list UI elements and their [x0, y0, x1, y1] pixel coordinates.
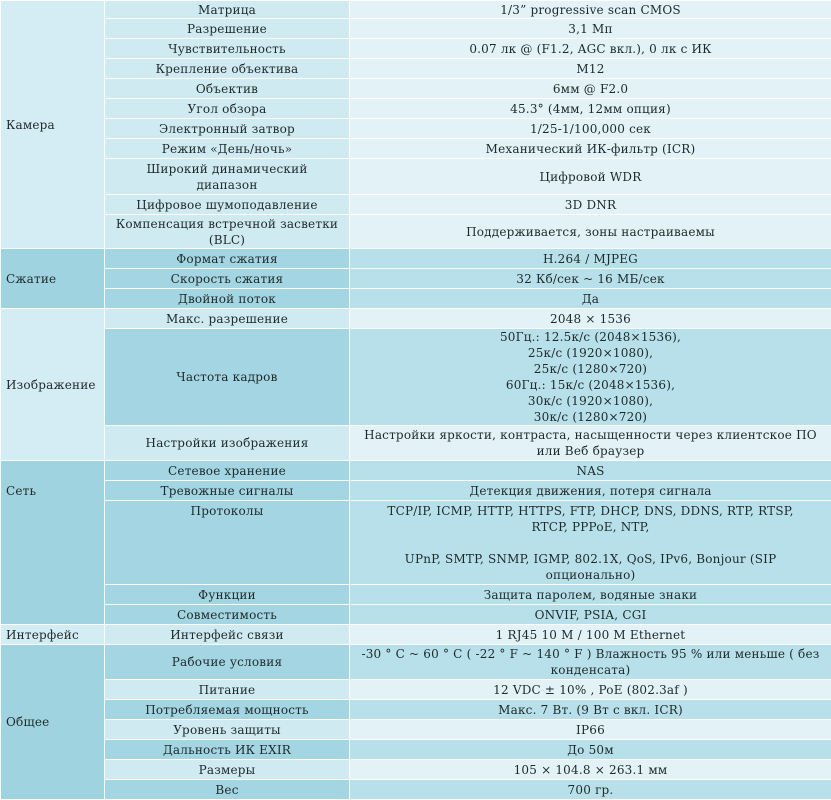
table-row [1, 269, 831, 289]
param-value-line: -30 ° C ~ 60 ° C ( -22 ° F ~ 140 ° F ) Влажность 95 % или меньше ( без [354, 646, 827, 662]
table-row [1, 215, 831, 249]
param-value [350, 426, 831, 461]
param-label: Уровень защиты [105, 720, 350, 740]
param-value: Цифровой WDR [350, 159, 831, 195]
param-label: Крепление объектива [105, 59, 350, 79]
table-row [1, 329, 831, 426]
param-value: 6мм @ F2.0 [350, 79, 831, 99]
param-label: Функции [105, 585, 350, 605]
param-value: 2048 × 1536 [350, 309, 831, 329]
protocols-line: опционально) [354, 567, 827, 583]
param-value [350, 501, 831, 585]
param-label: Матрица [105, 1, 350, 19]
param-label [105, 159, 350, 195]
param-label: Протоколы [105, 501, 350, 585]
param-label: Дальность ИК EXIR [105, 740, 350, 760]
param-value: Поддерживается, зоны настраиваемы [350, 215, 831, 249]
param-value-line: или Веб браузер [354, 443, 827, 459]
table-row [1, 625, 831, 645]
table-row [1, 309, 831, 329]
param-label: Объектив [105, 79, 350, 99]
param-value: 1 RJ45 10 M / 100 M Ethernet [350, 625, 831, 645]
param-value: Макс. 7 Вт. (9 Вт с вкл. ICR) [350, 700, 831, 720]
table-row [1, 79, 831, 99]
table-row [1, 99, 831, 119]
group-label-image: Изображение [1, 309, 105, 461]
param-value: 1/3” progressive scan CMOS [350, 1, 831, 19]
table-row [1, 720, 831, 740]
param-label-line: Широкий динамический [109, 161, 345, 177]
table-row [1, 249, 831, 269]
table-row [1, 780, 831, 800]
param-value: 32 Кб/сек ~ 16 МБ/сек [350, 269, 831, 289]
frame-rate-line: 50Гц.: 12.5к/с (2048×1536), [354, 329, 827, 345]
param-value: Защита паролем, водяные знаки [350, 585, 831, 605]
param-value: M12 [350, 59, 831, 79]
param-value [350, 329, 831, 426]
param-label: Скорость сжатия [105, 269, 350, 289]
table-row [1, 39, 831, 59]
param-value: ONVIF, PSIA, CGI [350, 605, 831, 625]
param-label-line: Компенсация встречной засветки [109, 216, 345, 232]
param-value: 45.3° (4мм, 12мм опция) [350, 99, 831, 119]
table-row [1, 700, 831, 720]
param-label: Вес [105, 780, 350, 800]
param-label: Совместимость [105, 605, 350, 625]
param-value: До 50м [350, 740, 831, 760]
param-label: Потребляемая мощность [105, 700, 350, 720]
group-label-compression: Сжатие [1, 249, 105, 309]
param-value: 3,1 Мп [350, 19, 831, 39]
table-row [1, 760, 831, 780]
param-label: Разрешение [105, 19, 350, 39]
frame-rate-line: 60Гц.: 15к/с (2048×1536), [354, 377, 827, 393]
frame-rate-line: 30к/с (1280×720) [354, 409, 827, 425]
param-value: 3D DNR [350, 195, 831, 215]
table-row [1, 195, 831, 215]
param-label: Цифровое шумоподавление [105, 195, 350, 215]
table-row [1, 481, 831, 501]
table-row [1, 289, 831, 309]
param-value: Да [350, 289, 831, 309]
param-value: 0.07 лк @ (F1.2, AGC вкл.), 0 лк с ИК [350, 39, 831, 59]
param-value-line: Настройки яркости, контраста, насыщенности через клиентское ПО [354, 427, 827, 443]
table-row [1, 159, 831, 195]
protocols-spacer [354, 535, 827, 551]
param-label [105, 215, 350, 249]
param-label: Тревожные сигналы [105, 481, 350, 501]
table-row [1, 680, 831, 700]
param-label: Интерфейс связи [105, 625, 350, 645]
table-row [1, 585, 831, 605]
param-label: Настройки изображения [105, 426, 350, 461]
table-row [1, 1, 831, 19]
param-label-line: (BLC) [109, 232, 345, 248]
param-label: Частота кадров [105, 329, 350, 426]
table-row [1, 740, 831, 760]
param-label: Питание [105, 680, 350, 700]
frame-rate-line: 25к/с (1280×720) [354, 361, 827, 377]
group-label-network: Сеть [1, 461, 105, 625]
protocols-line: UPnP, SMTP, SNMP, IGMP, 802.1X, QoS, IPv6, Bonjour (SIP [354, 551, 827, 567]
param-label: Рабочие условия [105, 645, 350, 680]
param-label-line: диапазон [109, 177, 345, 193]
param-value: 105 × 104.8 × 263.1 мм [350, 760, 831, 780]
param-label: Макс. разрешение [105, 309, 350, 329]
param-value: 1/25-1/100,000 сек [350, 119, 831, 139]
table-row [1, 605, 831, 625]
table-row [1, 645, 831, 680]
table-row [1, 59, 831, 79]
table-row [1, 426, 831, 461]
param-value: 12 VDC ± 10% , PoE (802.3af ) [350, 680, 831, 700]
frame-rate-line: 30к/с (1920×1080), [354, 393, 827, 409]
param-label: Сетевое хранение [105, 461, 350, 481]
param-value [350, 645, 831, 680]
param-label: Формат сжатия [105, 249, 350, 269]
table-row [1, 501, 831, 585]
param-value: 700 гр. [350, 780, 831, 800]
protocols-line: TCP/IP, ICMP, HTTP, HTTPS, FTP, DHCP, DNS, DDNS, RTP, RTSP, [354, 503, 827, 519]
table-row [1, 461, 831, 481]
frame-rate-line: 25к/с (1920×1080), [354, 345, 827, 361]
param-label: Режим «День/ночь» [105, 139, 350, 159]
group-label-general: Общее [1, 645, 105, 800]
param-label: Угол обзора [105, 99, 350, 119]
param-value: Механический ИК-фильтр (ICR) [350, 139, 831, 159]
table-row [1, 119, 831, 139]
param-value-line: конденсата) [354, 662, 827, 678]
table-row [1, 19, 831, 39]
param-value: H.264 / MJPEG [350, 249, 831, 269]
param-label: Чувствительность [105, 39, 350, 59]
param-label: Двойной поток [105, 289, 350, 309]
param-value: Детекция движения, потеря сигнала [350, 481, 831, 501]
table-row [1, 139, 831, 159]
group-label-camera: Камера [1, 1, 105, 249]
param-value: IP66 [350, 720, 831, 740]
param-label: Электронный затвор [105, 119, 350, 139]
protocols-line: RTCP, PPPoE, NTP, [354, 519, 827, 535]
group-label-interface: Интерфейс [1, 625, 105, 645]
param-value: NAS [350, 461, 831, 481]
param-label: Размеры [105, 760, 350, 780]
